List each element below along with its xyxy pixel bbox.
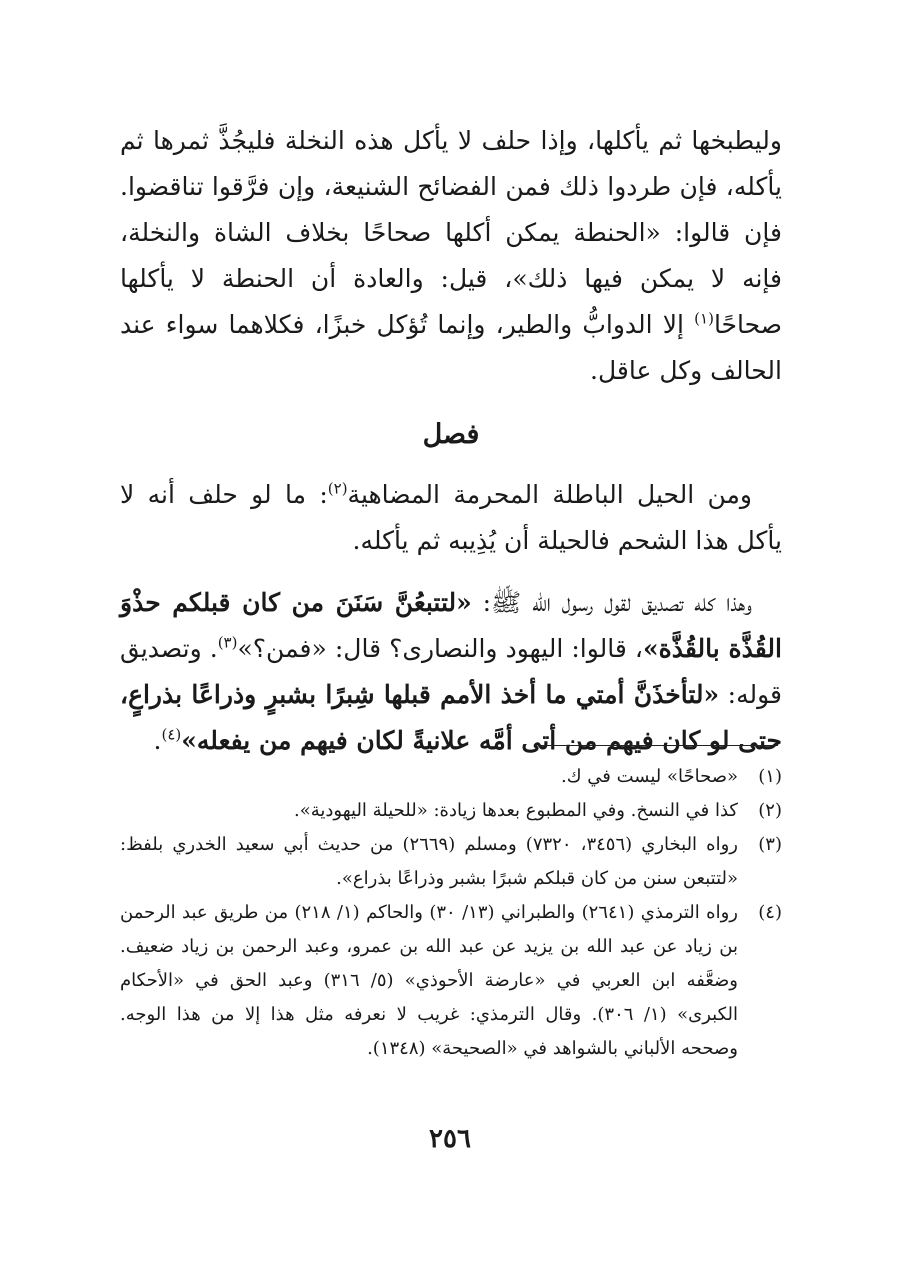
footnote-number: (٣): [758, 834, 782, 855]
paragraph-1: [120, 118, 782, 394]
footnote-number: (١): [758, 766, 782, 787]
footnotes: [120, 760, 782, 1066]
footnote-number: (٢): [758, 800, 782, 821]
footnote-text: رواه الترمذي (٢٦٤١) والطبراني (١٣/ ٣٠) والحاكم (١/ ٢١٨) من طريق عبد الرحمن بن زياد عن عبد الله بن يزيد عن عبد الله بن عمرو، وعبد الرحمن بن زياد ضعيف. وضعَّفه ابن العربي في «عارضة الأحوذي» (٥/ ٣١٦) وعبد الحق في «الأحكام الكبرى» (١/ ٣٠٦). وقال الترمذي: غريب لا نعرفه مثل هذا إلا من هذا الوجه. وصححه الألباني بالشواهد في «الصحيحة» (١٣٤٨).: [120, 902, 739, 1059]
footnote-separator: [538, 745, 778, 746]
footnote-text: رواه البخاري (٣٤٥٦، ٧٣٢٠) ومسلم (٢٦٦٩) من حديث أبي سعيد الخدري بلفظ: «لتتبعن سنن من كان قبلكم شبرًا بشبر وذراعًا بذراع».: [120, 834, 738, 889]
footnote-ref-3: (٣): [217, 633, 238, 652]
section-heading: فصل: [422, 419, 480, 450]
paragraph-3: [120, 580, 782, 764]
hadith-quote-2: «لتأخذَنَّ أمتي ما أخذ الأمم قبلها شِبرًا بشبرٍ وذراعًا بذراعٍ، حتى لو كان فيهم من أتى أمَّه علانيةً لكان فيهم من يفعله»: [120, 680, 782, 755]
paragraph-2-end: : ما لو حلف أنه لا يأكل هذا الشحم فالحيلة أن يُذِيبه ثم يأكله.: [120, 480, 782, 555]
footnote-item: [120, 794, 782, 828]
page-number: ٢٥٦: [429, 1124, 471, 1154]
main-text: [120, 118, 782, 764]
paragraph-3-end: .: [153, 726, 162, 755]
footnote-item: [120, 896, 782, 1066]
paragraph-2: [120, 472, 782, 564]
footnote-ref-2: (٢): [327, 479, 348, 498]
paragraph-3-mid-2: . وتصديق قوله:: [120, 634, 782, 709]
paragraph-1-text: وليطبخها ثم يأكلها، وإذا حلف لا يأكل هذه النخلة فليجُذَّ ثمرها ثم يأكله، فإن طردوا ذلك فمن الفضائح الشنيعة، وإن فرَّقوا تناقضوا. فإن قالوا: «الحنطة يمكن أكلها صحاحًا بخلاف الشاة والنخلة، فإنه لا يمكن فيها ذلك»، قيل: والعادة أن الحنطة لا يأكلها صحاحًا: [120, 126, 782, 339]
hadith-quote-1: «لتتبعُنَّ سَنَنَ من كان قبلكم حذْوَ القُذَّة بالقُذَّة»: [120, 588, 782, 663]
footnote-text: «صحاحًا» ليست في ك.: [560, 766, 738, 787]
footnote-ref-4: (٤): [161, 725, 182, 744]
paragraph-1-end: إلا الدوابُّ والطير، وإنما تُؤكل خبزًا، فكلاهما سواء عند الحالف وكل عاقل.: [120, 310, 782, 385]
paragraph-3-mid: ، قالوا: اليهود والنصارى؟ قال: «فمن؟»: [237, 634, 644, 663]
footnote-item: [120, 828, 782, 896]
paragraph-2-text: ومن الحيل الباطلة المحرمة المضاهية: [347, 480, 753, 509]
footnote-ref-1: (١): [694, 309, 714, 328]
footnote-number: (٤): [758, 902, 782, 923]
footnote-item: [120, 760, 782, 794]
footnote-text: كذا في النسخ. وفي المطبوع بعدها زيادة: «للحيلة اليهودية».: [294, 800, 738, 821]
paragraph-3-text: وهذا كله تصديق لقول رسول الله ﷺ:: [471, 588, 752, 617]
